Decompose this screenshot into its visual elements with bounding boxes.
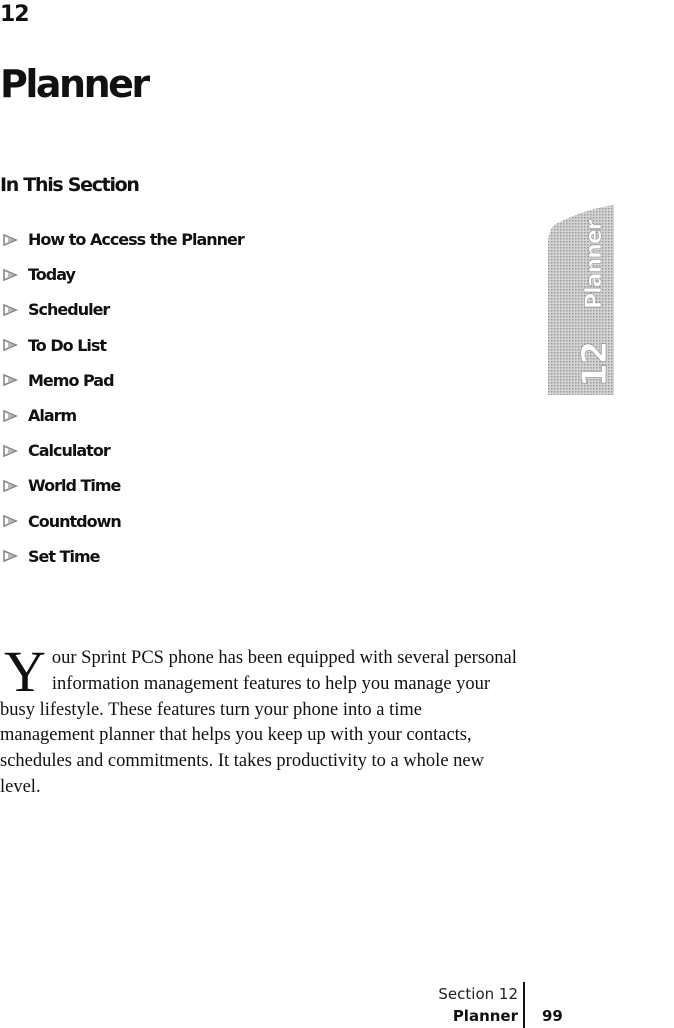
list-item (0, 292, 244, 327)
list-item (0, 222, 244, 257)
list-item (0, 504, 244, 539)
toc-label-set-time: Set Time (28, 546, 100, 566)
toc-label-alarm: Alarm (28, 406, 77, 426)
arrow-bullet-icon (2, 409, 22, 423)
toc-label-scheduler: Scheduler (28, 300, 110, 320)
in-this-section-heading: In This Section (0, 174, 139, 196)
page-title: Planner (0, 62, 148, 106)
arrow-bullet-icon (2, 303, 22, 317)
arrow-bullet-icon (2, 549, 22, 563)
list-item (0, 257, 244, 292)
arrow-bullet-icon (2, 479, 22, 493)
footer-divider (523, 982, 525, 1028)
toc-label-calculator: Calculator (28, 441, 110, 461)
list-item (0, 363, 244, 398)
arrow-bullet-icon (2, 514, 22, 528)
toc-label-memo-pad: Memo Pad (28, 370, 114, 390)
section-contents-list (0, 222, 244, 574)
page-number: 99 (542, 1007, 563, 1025)
side-tab-label: Planner (582, 220, 607, 309)
arrow-bullet-icon (2, 373, 22, 387)
side-tab-number: 12 (575, 341, 615, 387)
arrow-bullet-icon (2, 233, 22, 247)
list-item (0, 433, 244, 468)
toc-label-world-time: World Time (28, 476, 121, 496)
intro-text: our Sprint PCS phone has been equipped with several personal information management features to help you manage your busy lifestyle. These features turn your phone into a time management planner that helps you keep up with your contacts, schedules and commitments. It takes productivity to a whole new level. (0, 648, 517, 797)
chapter-side-tab (548, 205, 616, 395)
list-item (0, 539, 244, 574)
footer-section-label: Section 12 (438, 985, 518, 1003)
arrow-bullet-icon (2, 444, 22, 458)
intro-paragraph (0, 639, 520, 801)
toc-label-today: Today (28, 265, 75, 285)
toc-label-countdown: Countdown (28, 511, 121, 531)
section-number: 12 (0, 2, 29, 27)
list-item (0, 468, 244, 503)
list-item (0, 328, 244, 363)
list-item (0, 398, 244, 433)
arrow-bullet-icon (2, 268, 22, 282)
drop-cap: Y (4, 639, 46, 704)
footer-chapter-label: Planner (452, 1007, 518, 1025)
toc-label-todo-list: To Do List (28, 335, 107, 355)
toc-label-access-planner: How to Access the Planner (28, 230, 244, 250)
arrow-bullet-icon (2, 338, 22, 352)
